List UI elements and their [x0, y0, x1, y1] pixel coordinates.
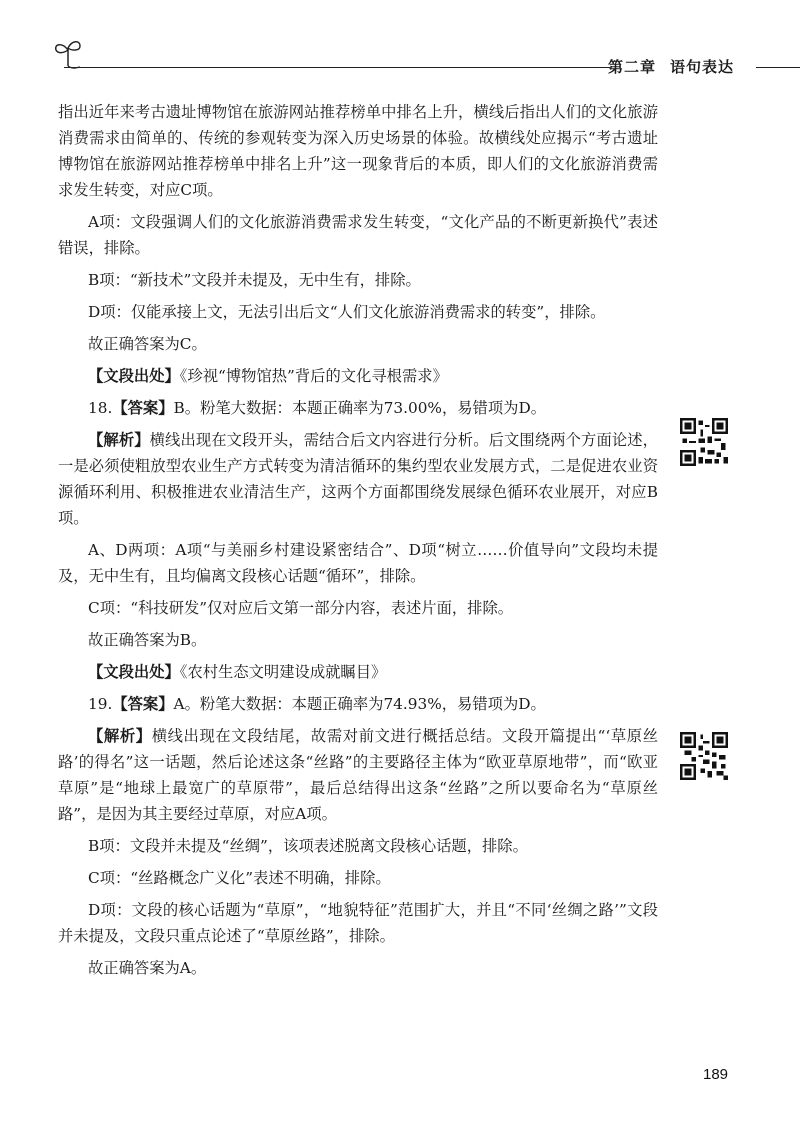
answer-line [58, 395, 658, 421]
paragraph: A、D两项：A项“与美丽乡村建设紧密结合”、D项“树立……价值导向”文段均未提及，无中生有，且均偏离文段核心话题“循环”，排除。 [58, 541, 658, 585]
qr-code-icon[interactable] [680, 418, 728, 466]
paragraph: 故正确答案为A。 [88, 959, 207, 977]
answer-tag: 【答案】 [112, 399, 174, 417]
page-number: 189 [703, 1066, 729, 1083]
chapter-heading [608, 56, 734, 77]
qr-code-icon[interactable] [680, 732, 728, 780]
paragraph: A项：文段强调人们的文化旅游消费需求发生转变，“文化产品的不断更新换代”表述错误，排除。 [58, 213, 658, 257]
source-title: 《农村生态文明建设成就瞩目》 [179, 663, 387, 681]
answer-text: A。粉笔大数据：本题正确率为74.93%，易错项为D。 [173, 695, 546, 713]
paragraph: D项：仅能承接上文，无法引出后文“人们文化旅游消费需求的转变”，排除。 [88, 303, 606, 321]
page-body [58, 99, 658, 987]
answer-line [58, 691, 658, 717]
chapter-title: 语句表达 [670, 58, 735, 76]
source-title: 《珍视“博物馆热”背后的文化寻根需求》 [179, 367, 448, 385]
page-header [40, 36, 800, 76]
analysis-text: 横线出现在文段结尾，故需对前文进行概括总结。文段开篇提出“‘草原丝路’的得名”这一话题，然后论述这条“丝路”的主要路径主体为“欧亚草原地带”，而“欧亚草原”是“地球上最宽广的草原带”，最后总结得出这条“丝路”之所以要命名为“草原丝路”，是因为其主要经过草原，对应A项。 [58, 727, 658, 823]
paragraph: D项：文段的核心话题为“草原”，“地貌特征”范围扩大，并且“不同‘丝绸之路’”文段并未提及，文段只重点论述了“草原丝路”，排除。 [58, 901, 658, 945]
answer-tag: 【答案】 [112, 695, 174, 713]
question-number: 18. [88, 399, 113, 417]
source-line [58, 659, 658, 685]
analysis-text: 横线出现在文段开头，需结合后文内容进行分析。后文围绕两个方面论述，一是必须使粗放型农业生产方式转变为清洁循环的集约型农业发展方式，二是促进农业资源循环利用、积极推进农业清洁生产，这两个方面都围绕发展绿色循环农业展开，对应B项。 [58, 431, 658, 527]
analysis-tag: 【解析】 [88, 431, 150, 449]
chapter-number: 第二章 [608, 58, 657, 76]
analysis-paragraph [58, 723, 658, 827]
source-tag: 【文段出处】 [88, 663, 180, 681]
analysis-tag: 【解析】 [88, 727, 152, 745]
paragraph: 故正确答案为B。 [88, 631, 207, 649]
paragraph: 故正确答案为C。 [88, 335, 207, 353]
header-rule-left [64, 67, 610, 68]
paragraph: B项：“新技术”文段并未提及，无中生有，排除。 [88, 271, 421, 289]
paragraph: C项：“科技研发”仅对应后文第一部分内容，表述片面，排除。 [88, 599, 514, 617]
header-rule-right [756, 67, 800, 68]
source-tag: 【文段出处】 [88, 367, 180, 385]
source-line [58, 363, 658, 389]
question-number: 19. [88, 695, 113, 713]
paragraph: 指出近年来考古遗址博物馆在旅游网站推荐榜单中排名上升，横线后指出人们的文化旅游消费需求由简单的、传统的参观转变为深入历史场景的体验。故横线处应揭示“考古遗址博物馆在旅游网站推荐榜单中排名上升”这一现象背后的本质，即人们的文化旅游消费需求发生转变，对应C项。 [58, 103, 658, 199]
analysis-paragraph [58, 427, 658, 531]
paragraph: B项：文段并未提及“丝绸”，该项表述脱离文段核心话题，排除。 [88, 837, 528, 855]
answer-text: B。粉笔大数据：本题正确率为73.00%，易错项为D。 [173, 399, 547, 417]
paragraph: C项：“丝路概念广义化”表述不明确，排除。 [88, 869, 391, 887]
